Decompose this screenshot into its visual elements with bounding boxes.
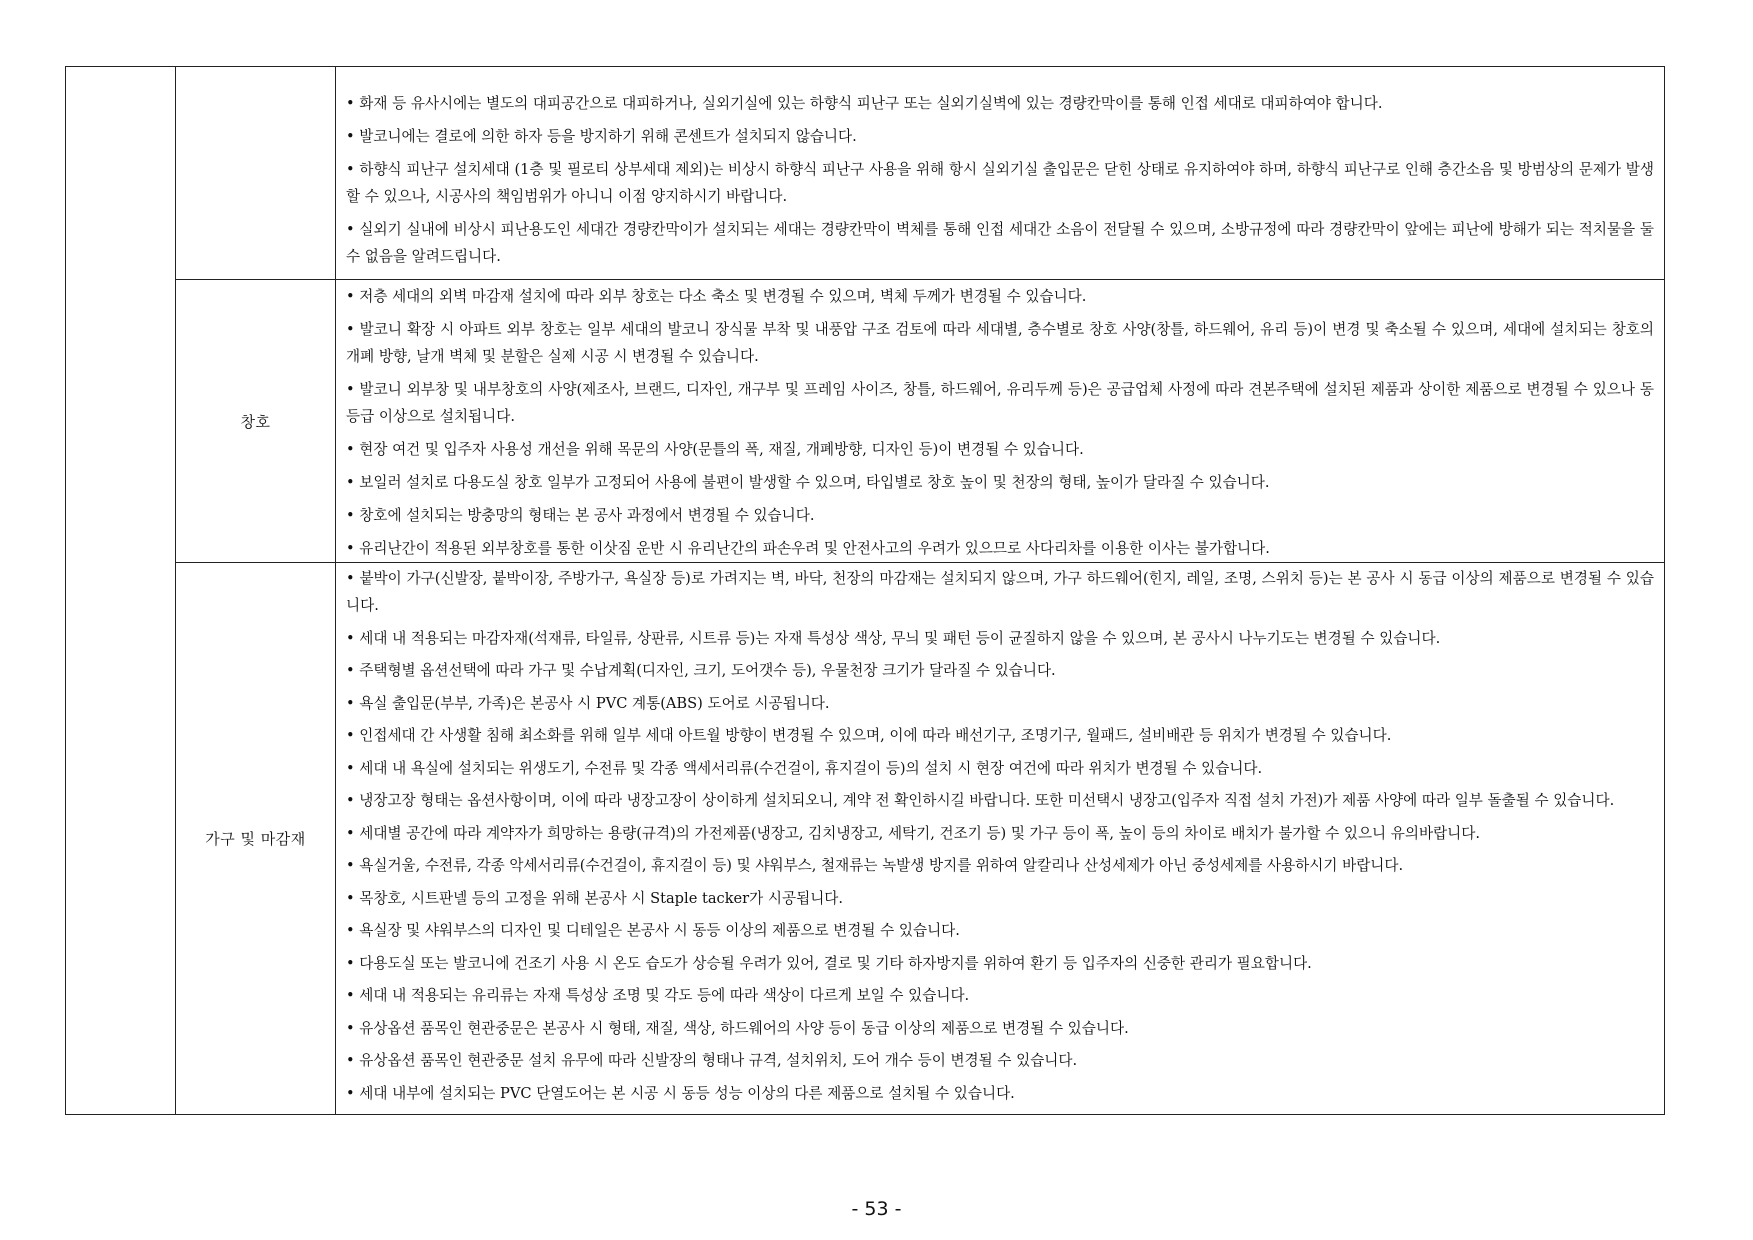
bullet-item: • 세대 내부에 설치되는 PVC 단열도어는 본 시공 시 동등 성능 이상의 다른 제품으로 설치될 수 있습니다.: [346, 1080, 1654, 1107]
bullet-item: • 주택형별 옵션선택에 따라 가구 및 수납계획(디자인, 크기, 도어갯수 등), 우물천장 크기가 달라질 수 있습니다.: [346, 657, 1654, 684]
bullet-item: • 발코니 확장 시 아파트 외부 창호는 일부 세대의 발코니 장식물 부착 및 내풍압 구조 검토에 따라 세대별, 층수별로 창호 사양(창틀, 하드웨어, 유리 등)이 변경 및 축소될 수 있으며, 세대에 설치되는 창호의 개폐 방향, 날개 벽체 및 분할은 실제 시공 시 변경될 수 있습니다.: [346, 316, 1654, 370]
content-cell: [336, 280, 1665, 563]
page-number: - 53 -: [851, 1198, 902, 1220]
category-cell-furniture: 가구 및 마감재: [176, 563, 336, 1115]
content-cell: [336, 67, 1665, 280]
bullet-item: • 욕실 출입문(부부, 가족)은 본공사 시 PVC 계통(ABS) 도어로 시공됩니다.: [346, 690, 1654, 717]
bullet-item: • 인접세대 간 사생활 침해 최소화를 위해 일부 세대 아트월 방향이 변경될 수 있으며, 이에 따라 배선기구, 조명기구, 월패드, 설비배관 등 위치가 변경될 수 있습니다.: [346, 722, 1654, 749]
content-cell: [336, 563, 1665, 1115]
category-cell-blank: [176, 67, 336, 280]
merged-left-cell: [66, 67, 176, 1115]
bullet-item: • 유상옵션 품목인 현관중문은 본공사 시 형태, 재질, 색상, 하드웨어의 사양 등이 동급 이상의 제품으로 변경될 수 있습니다.: [346, 1015, 1654, 1042]
bullet-item: • 보일러 설치로 다용도실 창호 일부가 고정되어 사용에 불편이 발생할 수 있으며, 타입별로 창호 높이 및 천장의 형태, 높이가 달라질 수 있습니다.: [346, 469, 1654, 496]
bullet-item: • 발코니에는 결로에 의한 하자 등을 방지하기 위해 콘센트가 설치되지 않습니다.: [346, 123, 1654, 150]
bullet-item: • 세대 내 적용되는 유리류는 자재 특성상 조명 및 각도 등에 따라 색상이 다르게 보일 수 있습니다.: [346, 982, 1654, 1009]
bullet-item: • 발코니 외부창 및 내부창호의 사양(제조사, 브랜드, 디자인, 개구부 및 프레임 사이즈, 창틀, 하드웨어, 유리두께 등)은 공급업체 사정에 따라 견본주택에 설치된 제품과 상이한 제품으로 변경될 수 있으나 동등급 이상으로 설치됩니다.: [346, 376, 1654, 430]
bullet-item: • 붙박이 가구(신발장, 붙박이장, 주방가구, 욕실장 등)로 가려지는 벽, 바닥, 천장의 마감재는 설치되지 않으며, 가구 하드웨어(힌지, 레일, 조명, 스위치 등)는 본 공사 시 동급 이상의 제품으로 변경될 수 있습니다.: [346, 565, 1654, 619]
bullet-item: • 창호에 설치되는 방충망의 형태는 본 공사 과정에서 변경될 수 있습니다.: [346, 502, 1654, 529]
row-evacuation: [66, 67, 1665, 280]
bullet-item: • 세대 내 적용되는 마감자재(석재류, 타일류, 상판류, 시트류 등)는 자재 특성상 색상, 무늬 및 패턴 등이 균질하지 않을 수 있으며, 본 공사시 나누기도는 변경될 수 있습니다.: [346, 625, 1654, 652]
bullet-item: • 화재 등 유사시에는 별도의 대피공간으로 대피하거나, 실외기실에 있는 하향식 피난구 또는 실외기실벽에 있는 경량칸막이를 통해 인접 세대로 대피하여야 합니다.: [346, 90, 1654, 117]
notice-table: [65, 66, 1665, 1115]
bullet-list: [336, 67, 1664, 279]
bullet-item: • 유상옵션 품목인 현관중문 설치 유무에 따라 신발장의 형태나 규격, 설치위치, 도어 개수 등이 변경될 수 있습니다.: [346, 1047, 1654, 1074]
bullet-item: • 유리난간이 적용된 외부창호를 통한 이삿짐 운반 시 유리난간의 파손우려 및 안전사고의 우려가 있으므로 사다리차를 이용한 이사는 불가합니다.: [346, 535, 1654, 562]
bullet-item: • 세대별 공간에 따라 계약자가 희망하는 용량(규격)의 가전제품(냉장고, 김치냉장고, 세탁기, 건조기 등) 및 가구 등이 폭, 높이 등의 차이로 배치가 불가할 수 있으니 유의바랍니다.: [346, 820, 1654, 847]
bullet-item: • 다용도실 또는 발코니에 건조기 사용 시 온도 습도가 상승될 우려가 있어, 결로 및 기타 하자방지를 위하여 환기 등 입주자의 신중한 관리가 필요합니다.: [346, 950, 1654, 977]
bullet-item: • 목창호, 시트판넬 등의 고정을 위해 본공사 시 Staple tacker가 시공됩니다.: [346, 885, 1654, 912]
row-windows: [66, 280, 1665, 563]
bullet-item: • 실외기 실내에 비상시 피난용도인 세대간 경량칸막이가 설치되는 세대는 경량칸막이 벽체를 통해 인접 세대간 소음이 전달될 수 있으며, 소방규정에 따라 경량칸막이 앞에는 피난에 방해가 되는 적치물을 둘 수 없음을 알려드립니다.: [346, 216, 1654, 270]
bullet-item: • 욕실장 및 샤워부스의 디자인 및 디테일은 본공사 시 동등 이상의 제품으로 변경될 수 있습니다.: [346, 917, 1654, 944]
bullet-item: • 현장 여건 및 입주자 사용성 개선을 위해 목문의 사양(문틀의 폭, 재질, 개폐방향, 디자인 등)이 변경될 수 있습니다.: [346, 436, 1654, 463]
bullet-item: • 하향식 피난구 설치세대 (1층 및 필로티 상부세대 제외)는 비상시 하향식 피난구 사용을 위해 항시 실외기실 출입문은 닫힌 상태로 유지하여야 하며, 하향식 피난구로 인해 층간소음 및 방범상의 문제가 발생할 수 있으나, 시공사의 책임범위가 아니니 이점 양지하시기 바랍니다.: [346, 156, 1654, 210]
category-cell-windows: 창호: [176, 280, 336, 563]
bullet-list: [336, 280, 1664, 562]
row-furniture-finishes: [66, 563, 1665, 1115]
bullet-list: [336, 563, 1664, 1114]
bullet-item: • 욕실거울, 수전류, 각종 악세서리류(수건걸이, 휴지걸이 등) 및 샤워부스, 철재류는 녹발생 방지를 위하여 알칼리나 산성세제가 아닌 중성세제를 사용하시기 바랍니다.: [346, 852, 1654, 879]
bullet-item: • 세대 내 욕실에 설치되는 위생도기, 수전류 및 각종 액세서리류(수건걸이, 휴지걸이 등)의 설치 시 현장 여건에 따라 위치가 변경될 수 있습니다.: [346, 755, 1654, 782]
bullet-item: • 저층 세대의 외벽 마감재 설치에 따라 외부 창호는 다소 축소 및 변경될 수 있으며, 벽체 두께가 변경될 수 있습니다.: [346, 283, 1654, 310]
bullet-item: • 냉장고장 형태는 옵션사항이며, 이에 따라 냉장고장이 상이하게 설치되오니, 계약 전 확인하시길 바랍니다. 또한 미선택시 냉장고(입주자 직접 설치 가전)가 제품 사양에 따라 일부 돌출될 수 있습니다.: [346, 787, 1654, 814]
